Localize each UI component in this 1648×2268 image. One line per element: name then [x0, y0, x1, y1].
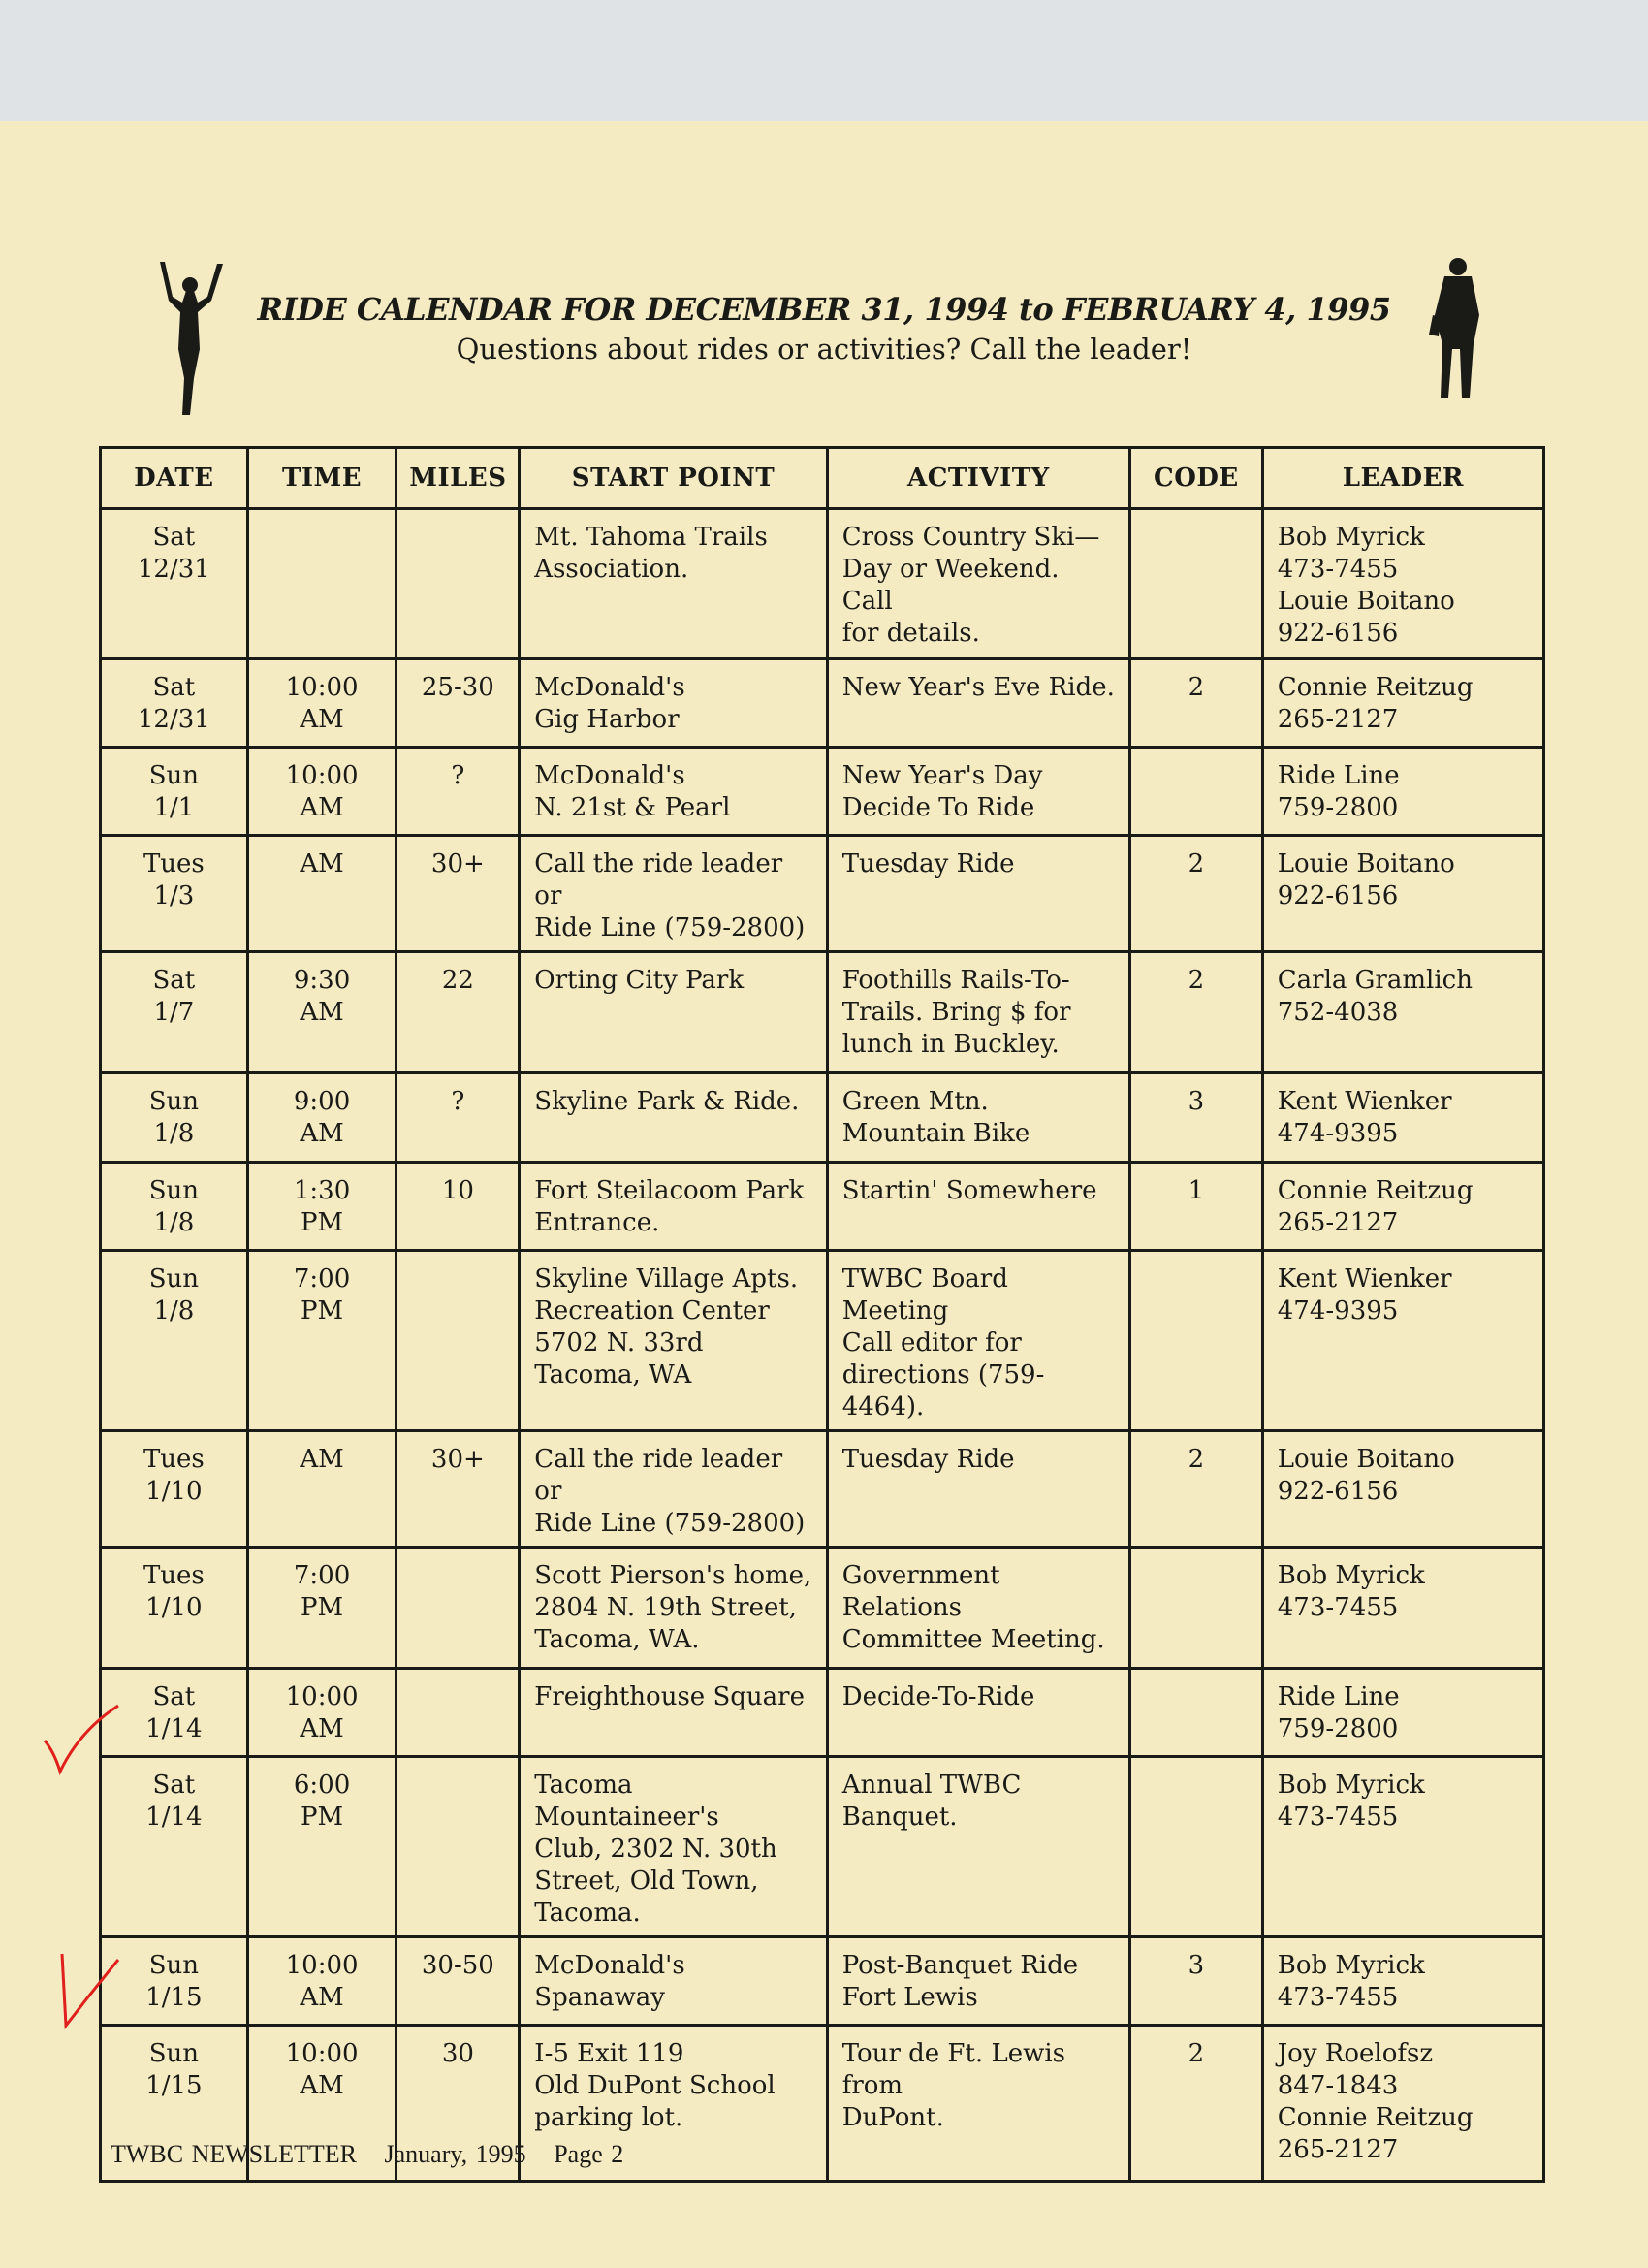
time-line: 7:00 — [293, 1561, 351, 1590]
date-cell — [101, 1073, 248, 1163]
code-cell: 1 — [1130, 1163, 1263, 1251]
cyclist-riding-icon — [1425, 257, 1488, 402]
date-line: 1/1 — [153, 793, 195, 822]
miles-cell: 30+ — [396, 836, 520, 952]
leader-line: 473-7455 — [1277, 1593, 1399, 1622]
date-line: 1/3 — [153, 881, 195, 910]
start-point-line: Fort Steilacoom Park — [534, 1176, 805, 1205]
leader-cell — [1262, 952, 1543, 1073]
activity-cell — [827, 748, 1129, 836]
leader-cell — [1262, 1251, 1543, 1431]
time-line: 10:00 — [285, 1951, 359, 1980]
time-line: PM — [301, 1208, 344, 1237]
miles-cell: 25-30 — [396, 659, 520, 748]
table-row — [101, 1757, 1544, 1937]
leader-line: Kent Wienker — [1277, 1264, 1452, 1294]
activity-cell — [827, 1431, 1129, 1548]
start-point-line: McDonald's — [534, 673, 685, 702]
date-line: 1/8 — [153, 1119, 195, 1148]
time-line: PM — [301, 1593, 344, 1622]
activity-cell — [827, 1937, 1129, 2026]
start-point-line: Orting City Park — [534, 966, 745, 995]
date-line: 1/14 — [145, 1803, 203, 1832]
time-cell — [247, 1937, 396, 2026]
start-point-line: Call the ride leader or — [534, 1445, 783, 1506]
date-cell — [101, 748, 248, 836]
activity-line: Day or Weekend. Call — [841, 555, 1060, 616]
activity-cell — [827, 659, 1129, 748]
date-line: Tues — [143, 1445, 205, 1474]
leader-cell — [1262, 1073, 1543, 1163]
miles-cell: 22 — [396, 952, 520, 1073]
activity-line: for details. — [841, 619, 980, 648]
start-point-line: McDonald's — [534, 761, 685, 790]
start-point-cell — [520, 1937, 827, 2026]
start-point-line: Skyline Village Apts. — [534, 1264, 799, 1294]
date-line: 1/15 — [145, 2071, 203, 2100]
activity-line: lunch in Buckley. — [841, 1030, 1060, 1059]
column-header-miles: MILES — [396, 448, 520, 509]
time-cell — [247, 1251, 396, 1431]
activity-cell — [827, 1757, 1129, 1937]
date-line: Sun — [148, 1087, 200, 1116]
leader-cell — [1262, 1163, 1543, 1251]
date-line: Sat — [152, 1682, 196, 1711]
activity-line: Green Mtn. — [841, 1087, 989, 1116]
time-line: 9:30 — [293, 966, 351, 995]
leader-line: Connie Reitzug — [1277, 2103, 1474, 2132]
time-line: AM — [300, 2071, 344, 2100]
start-point-line: parking lot. — [534, 2103, 683, 2132]
leader-line: 265-2127 — [1277, 705, 1399, 734]
start-point-line: Street, Old Town, — [534, 1867, 759, 1896]
table-header-row — [101, 448, 1544, 509]
time-cell — [247, 509, 396, 659]
leader-line: 752-4038 — [1277, 998, 1399, 1027]
code-cell — [1130, 1669, 1263, 1757]
miles-cell: ? — [396, 748, 520, 836]
activity-line: Call editor for — [841, 1328, 1022, 1358]
code-cell: 2 — [1130, 2026, 1263, 2182]
start-point-cell — [520, 1431, 827, 1548]
activity-cell — [827, 1163, 1129, 1251]
start-point-line: Recreation Center — [534, 1296, 770, 1326]
miles-cell: 30-50 — [396, 1937, 520, 2026]
table-row — [101, 509, 1544, 659]
date-line: Sun — [148, 1951, 200, 1980]
miles-cell: 10 — [396, 1163, 520, 1251]
time-line: 7:00 — [293, 1264, 351, 1294]
start-point-line: Gig Harbor — [534, 705, 680, 734]
activity-cell — [827, 1548, 1129, 1669]
date-line: Tues — [143, 849, 205, 878]
activity-line: Tuesday Ride — [841, 1445, 1015, 1474]
activity-line: Foothills Rails-To- — [841, 966, 1070, 995]
start-point-cell — [520, 509, 827, 659]
leader-cell — [1262, 1937, 1543, 2026]
activity-cell — [827, 1669, 1129, 1757]
leader-line: Louie Boitano — [1277, 849, 1455, 878]
date-cell — [101, 509, 248, 659]
date-line: Sun — [148, 1176, 200, 1205]
leader-line: 473-7455 — [1277, 1983, 1399, 2012]
footer-publication: TWBC NEWSLETTER — [111, 2140, 358, 2168]
leader-line: Kent Wienker — [1277, 1087, 1452, 1116]
leader-line: Ride Line — [1277, 1682, 1400, 1711]
leader-line: 922-6156 — [1277, 1477, 1399, 1506]
time-line: AM — [300, 849, 344, 878]
leader-line: Louie Boitano — [1277, 587, 1455, 616]
start-point-line: Association. — [534, 555, 689, 584]
leader-line: 922-6156 — [1277, 881, 1399, 910]
start-point-line: McDonald's — [534, 1951, 685, 1980]
code-cell: 3 — [1130, 1937, 1263, 2026]
date-line: 1/8 — [153, 1208, 195, 1237]
time-line: AM — [300, 793, 344, 822]
page-subtitle: Questions about rides or activities? Call the leader! — [456, 333, 1192, 366]
time-line: AM — [300, 1119, 344, 1148]
activity-cell — [827, 836, 1129, 952]
time-line: AM — [300, 998, 344, 1027]
code-cell — [1130, 1548, 1263, 1669]
activity-line: directions (759-4464). — [841, 1360, 1045, 1421]
time-line: AM — [300, 1714, 344, 1743]
start-point-line: I-5 Exit 119 — [534, 2039, 684, 2068]
activity-line: Mountain Bike — [841, 1119, 1030, 1148]
leader-line: Connie Reitzug — [1277, 1176, 1474, 1205]
date-cell — [101, 836, 248, 952]
activity-cell — [827, 952, 1129, 1073]
time-line: 10:00 — [285, 673, 359, 702]
table-row — [101, 659, 1544, 748]
start-point-cell — [520, 836, 827, 952]
leader-line: Bob Myrick — [1277, 1951, 1425, 1980]
start-point-line: Old DuPont School — [534, 2071, 776, 2100]
date-line: Sun — [148, 1264, 200, 1294]
activity-line: Decide-To-Ride — [841, 1682, 1035, 1711]
table-row — [101, 1669, 1544, 1757]
time-line: 10:00 — [285, 2039, 359, 2068]
activity-line: Decide To Ride — [841, 793, 1035, 822]
start-point-cell — [520, 952, 827, 1073]
date-line: 1/7 — [153, 998, 195, 1027]
miles-cell — [396, 1251, 520, 1431]
leader-line: Bob Myrick — [1277, 1771, 1425, 1800]
activity-line: New Year's Eve Ride. — [841, 673, 1115, 702]
leader-line: Louie Boitano — [1277, 1445, 1455, 1474]
time-cell — [247, 836, 396, 952]
start-point-line: Freighthouse Square — [534, 1682, 805, 1711]
start-point-line: Entrance. — [534, 1208, 660, 1237]
date-line: 12/31 — [137, 555, 210, 584]
table-row — [101, 1073, 1544, 1163]
leader-line: Ride Line — [1277, 761, 1400, 790]
leader-line: 265-2127 — [1277, 2135, 1399, 2164]
column-header-activity: ACTIVITY — [827, 448, 1129, 509]
leader-line: Carla Gramlich — [1277, 966, 1473, 995]
time-cell — [247, 952, 396, 1073]
start-point-line: Scott Pierson's home, — [534, 1561, 812, 1590]
date-line: Sat — [152, 673, 196, 702]
activity-line: Post-Banquet Ride — [841, 1951, 1079, 1980]
table-row — [101, 1937, 1544, 2026]
code-cell: 2 — [1130, 1431, 1263, 1548]
leader-line: Bob Myrick — [1277, 523, 1425, 552]
start-point-line: Call the ride leader or — [534, 849, 783, 910]
date-cell — [101, 1163, 248, 1251]
time-line: 1:30 — [293, 1176, 351, 1205]
start-point-cell — [520, 659, 827, 748]
date-line: Sun — [148, 761, 200, 790]
leader-line: Bob Myrick — [1277, 1561, 1425, 1590]
miles-cell — [396, 509, 520, 659]
table-row — [101, 1431, 1544, 1548]
activity-line: Annual TWBC — [841, 1771, 1022, 1800]
date-line: 1/8 — [153, 1296, 195, 1326]
page-title: RIDE CALENDAR FOR DECEMBER 31, 1994 to FEBRUARY 4, 1995 — [257, 291, 1391, 328]
time-line: PM — [301, 1296, 344, 1326]
activity-line: Government Relations — [841, 1561, 1000, 1622]
start-point-cell — [520, 748, 827, 836]
start-point-cell — [520, 1163, 827, 1251]
time-line: 9:00 — [293, 1087, 351, 1116]
date-line: 1/10 — [145, 1593, 203, 1622]
date-line: Sat — [152, 966, 196, 995]
date-line: Sun — [148, 2039, 200, 2068]
date-cell — [101, 1251, 248, 1431]
time-line: AM — [300, 705, 344, 734]
time-cell — [247, 1431, 396, 1548]
start-point-cell — [520, 1251, 827, 1431]
activity-line: Tuesday Ride — [841, 849, 1015, 878]
activity-line: Cross Country Ski— — [841, 523, 1100, 552]
table-row — [101, 1163, 1544, 1251]
table-row — [101, 952, 1544, 1073]
time-line: 6:00 — [293, 1771, 351, 1800]
leader-cell — [1262, 836, 1543, 952]
activity-cell — [827, 1073, 1129, 1163]
leader-line: Connie Reitzug — [1277, 673, 1474, 702]
date-line: 1/10 — [145, 1477, 203, 1506]
date-cell — [101, 1757, 248, 1937]
code-cell: 3 — [1130, 1073, 1263, 1163]
date-line: 1/15 — [145, 1983, 203, 2012]
time-cell — [247, 748, 396, 836]
leader-cell — [1262, 1669, 1543, 1757]
table-row — [101, 748, 1544, 836]
code-cell — [1130, 509, 1263, 659]
start-point-cell — [520, 1757, 827, 1937]
activity-cell — [827, 509, 1129, 659]
time-cell — [247, 1548, 396, 1669]
leader-cell — [1262, 659, 1543, 748]
activity-line: Committee Meeting. — [841, 1625, 1105, 1654]
leader-line: 759-2800 — [1277, 793, 1399, 822]
start-point-line: 5702 N. 33rd — [534, 1328, 704, 1358]
column-header-start-point: START POINT — [520, 448, 827, 509]
miles-cell: 30 — [396, 2026, 520, 2182]
code-cell: 2 — [1130, 659, 1263, 748]
start-point-cell — [520, 1073, 827, 1163]
code-cell: 2 — [1130, 836, 1263, 952]
start-point-line: Skyline Park & Ride. — [534, 1087, 800, 1116]
red-checkmark-icon — [56, 1944, 124, 2031]
leader-line: 473-7455 — [1277, 1803, 1399, 1832]
time-cell — [247, 1163, 396, 1251]
start-point-line: Ride Line (759-2800) — [534, 913, 806, 942]
time-cell — [247, 659, 396, 748]
column-header-date: DATE — [101, 448, 248, 509]
leader-line: 759-2800 — [1277, 1714, 1399, 1743]
start-point-line: Tacoma. — [534, 1899, 641, 1928]
leader-line: 265-2127 — [1277, 1208, 1399, 1237]
newsletter-page — [0, 121, 1648, 2268]
date-cell — [101, 659, 248, 748]
miles-cell: 30+ — [396, 1431, 520, 1548]
start-point-line: Tacoma Mountaineer's — [534, 1771, 719, 1832]
activity-line: New Year's Day — [841, 761, 1043, 790]
leader-cell — [1262, 2026, 1543, 2182]
date-line: 1/14 — [145, 1714, 203, 1743]
start-point-line: Ride Line (759-2800) — [534, 1509, 806, 1538]
footer-page-number: Page 2 — [554, 2140, 624, 2168]
footer-issue: January, 1995 — [384, 2140, 526, 2168]
code-cell — [1130, 1757, 1263, 1937]
date-line: 12/31 — [137, 705, 210, 734]
leader-cell — [1262, 1548, 1543, 1669]
miles-cell — [396, 1757, 520, 1937]
time-line: AM — [300, 1445, 344, 1474]
leader-line: 474-9395 — [1277, 1296, 1399, 1326]
cyclist-arms-raised-icon — [155, 262, 228, 417]
activity-line: TWBC Board Meeting — [841, 1264, 1008, 1326]
ride-calendar-table — [99, 446, 1545, 2183]
activity-cell — [827, 2026, 1129, 2182]
activity-line: Startin' Somewhere — [841, 1176, 1097, 1205]
code-cell: 2 — [1130, 952, 1263, 1073]
table-row — [101, 1548, 1544, 1669]
code-cell — [1130, 748, 1263, 836]
start-point-line: 2804 N. 19th Street, — [534, 1593, 798, 1622]
table-row — [101, 836, 1544, 952]
column-header-time: TIME — [247, 448, 396, 509]
activity-line: Banquet. — [841, 1803, 958, 1832]
column-header-leader: LEADER — [1262, 448, 1543, 509]
miles-cell — [396, 1548, 520, 1669]
date-line: Sat — [152, 523, 196, 552]
leader-line: 473-7455 — [1277, 555, 1399, 584]
start-point-line: Club, 2302 N. 30th — [534, 1835, 777, 1864]
activity-line: Fort Lewis — [841, 1983, 978, 2012]
start-point-line: Tacoma, WA. — [534, 1625, 700, 1654]
time-cell — [247, 1669, 396, 1757]
leader-line: 847-1843 — [1277, 2071, 1399, 2100]
time-cell — [247, 1757, 396, 1937]
leader-line: Joy Roelofsz — [1277, 2039, 1434, 2068]
date-cell — [101, 952, 248, 1073]
activity-line: Tour de Ft. Lewis from — [841, 2039, 1066, 2100]
activity-line: Trails. Bring $ for — [841, 998, 1071, 1027]
activity-line: DuPont. — [841, 2103, 944, 2132]
date-cell — [101, 1431, 248, 1548]
time-line: PM — [301, 1803, 344, 1832]
code-cell — [1130, 1251, 1263, 1431]
leader-cell — [1262, 1431, 1543, 1548]
leader-line: 474-9395 — [1277, 1119, 1399, 1148]
leader-line: 922-6156 — [1277, 619, 1399, 648]
page-footer — [111, 2140, 643, 2169]
table-row — [101, 1251, 1544, 1431]
miles-cell: ? — [396, 1073, 520, 1163]
miles-cell — [396, 1669, 520, 1757]
leader-cell — [1262, 1757, 1543, 1937]
column-header-code: CODE — [1130, 448, 1263, 509]
red-checkmark-icon — [41, 1702, 123, 1779]
start-point-line: Tacoma, WA — [534, 1360, 692, 1390]
date-line: Tues — [143, 1561, 205, 1590]
start-point-cell — [520, 1669, 827, 1757]
date-cell — [101, 1548, 248, 1669]
activity-cell — [827, 1251, 1129, 1431]
time-cell — [247, 1073, 396, 1163]
start-point-line: N. 21st & Pearl — [534, 793, 731, 822]
time-line: 10:00 — [285, 1682, 359, 1711]
time-line: AM — [300, 1983, 344, 2012]
date-line: Sat — [152, 1771, 196, 1800]
leader-cell — [1262, 748, 1543, 836]
leader-cell — [1262, 509, 1543, 659]
time-line: 10:00 — [285, 761, 359, 790]
start-point-line: Spanaway — [534, 1983, 665, 2012]
start-point-line: Mt. Tahoma Trails — [534, 523, 768, 552]
start-point-cell — [520, 1548, 827, 1669]
